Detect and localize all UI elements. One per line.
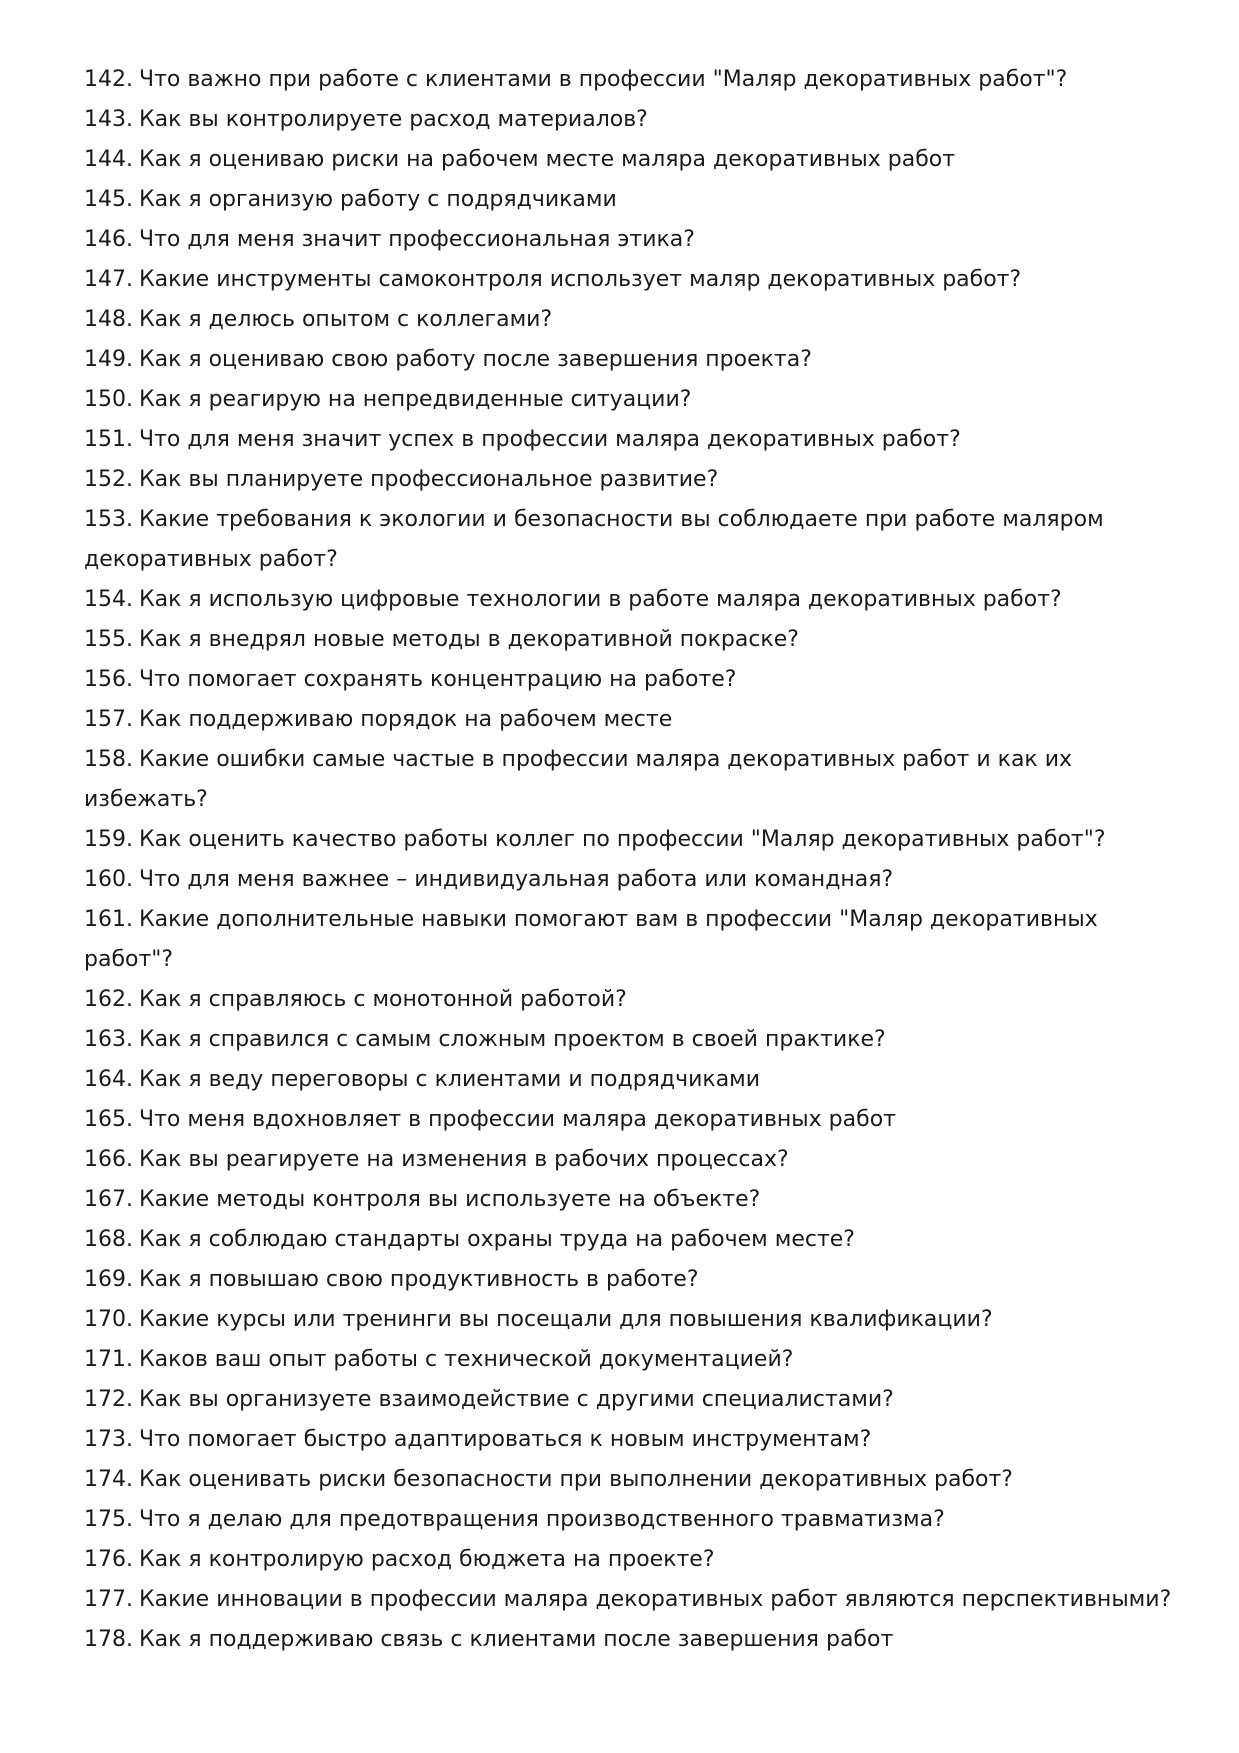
question-item: [84, 1420, 1174, 1460]
question-number: 157.: [84, 707, 133, 732]
question-text: Как вы планируете профессиональное развитие?: [138, 467, 719, 492]
question-item: [84, 140, 1174, 180]
question-number: 161.: [84, 907, 133, 932]
question-item: [84, 300, 1174, 340]
document-page: [84, 60, 1174, 1660]
question-text: Как я контролирую расход бюджета на проекте?: [138, 1547, 715, 1572]
question-item: [84, 1020, 1174, 1060]
question-item: [84, 740, 1174, 820]
question-text: Как я внедрял новые методы в декоративной покраске?: [138, 627, 799, 652]
question-text: Как я справляюсь с монотонной работой?: [138, 987, 627, 1012]
question-text: Какие ошибки самые частые в профессии маляра декоративных работ и как их избежать?: [84, 747, 1073, 812]
question-number: 153.: [84, 507, 133, 532]
question-item: [84, 380, 1174, 420]
question-item: [84, 980, 1174, 1020]
question-item: [84, 220, 1174, 260]
question-text: Как я справился с самым сложным проектом в своей практике?: [138, 1027, 886, 1052]
question-item: [84, 1180, 1174, 1220]
question-text: Что для меня важнее – индивидуальная работа или командная?: [138, 867, 894, 892]
question-text: Как вы организуете взаимодействие с другими специалистами?: [138, 1387, 894, 1412]
question-number: 150.: [84, 387, 133, 412]
question-number: 172.: [84, 1387, 133, 1412]
question-item: [84, 1380, 1174, 1420]
question-item: [84, 180, 1174, 220]
question-text: Как я организую работу с подрядчиками: [138, 187, 617, 212]
question-item: [84, 620, 1174, 660]
question-item: [84, 700, 1174, 740]
question-item: [84, 1460, 1174, 1500]
question-number: 173.: [84, 1427, 133, 1452]
question-number: 142.: [84, 67, 133, 92]
question-text: Как я делюсь опытом с коллегами?: [138, 307, 553, 332]
question-text: Как я соблюдаю стандарты охраны труда на рабочем месте?: [138, 1227, 855, 1252]
question-text: Как я оцениваю риски на рабочем месте маляра декоративных работ: [138, 147, 956, 172]
question-item: [84, 900, 1174, 980]
question-text: Как я поддерживаю связь с клиентами после завершения работ: [138, 1627, 894, 1652]
question-number: 164.: [84, 1067, 133, 1092]
question-item: [84, 1500, 1174, 1540]
question-number: 163.: [84, 1027, 133, 1052]
question-item: [84, 340, 1174, 380]
question-number: 169.: [84, 1267, 133, 1292]
question-item: [84, 500, 1174, 580]
question-text: Какие инструменты самоконтроля использует маляр декоративных работ?: [138, 267, 1022, 292]
question-number: 160.: [84, 867, 133, 892]
question-text: Какие требования к экологии и безопасности вы соблюдаете при работе маляром декоративных работ?: [84, 507, 1104, 572]
question-text: Что меня вдохновляет в профессии маляра декоративных работ: [138, 1107, 896, 1132]
question-number: 143.: [84, 107, 133, 132]
question-item: [84, 580, 1174, 620]
question-text: Как вы реагируете на изменения в рабочих процессах?: [138, 1147, 789, 1172]
question-item: [84, 60, 1174, 100]
question-number: 178.: [84, 1627, 133, 1652]
question-text: Как вы контролируете расход материалов?: [138, 107, 648, 132]
question-item: [84, 1140, 1174, 1180]
question-item: [84, 1100, 1174, 1140]
question-text: Что для меня значит успех в профессии маляра декоративных работ?: [138, 427, 961, 452]
question-item: [84, 1300, 1174, 1340]
question-number: 159.: [84, 827, 133, 852]
question-text: Какие инновации в профессии маляра декоративных работ являются перспективными?: [138, 1587, 1172, 1612]
question-number: 156.: [84, 667, 133, 692]
question-number: 176.: [84, 1547, 133, 1572]
question-text: Что помогает сохранять концентрацию на работе?: [138, 667, 737, 692]
question-text: Что для меня значит профессиональная этика?: [138, 227, 695, 252]
question-text: Что я делаю для предотвращения производственного травматизма?: [138, 1507, 945, 1532]
question-text: Что помогает быстро адаптироваться к новым инструментам?: [138, 1427, 872, 1452]
question-number: 171.: [84, 1347, 133, 1372]
question-number: 167.: [84, 1187, 133, 1212]
question-text: Как я оцениваю свою работу после завершения проекта?: [138, 347, 812, 372]
question-number: 155.: [84, 627, 133, 652]
question-number: 152.: [84, 467, 133, 492]
question-item: [84, 1340, 1174, 1380]
question-item: [84, 660, 1174, 700]
question-number: 148.: [84, 307, 133, 332]
question-number: 174.: [84, 1467, 133, 1492]
question-number: 165.: [84, 1107, 133, 1132]
question-number: 151.: [84, 427, 133, 452]
question-number: 146.: [84, 227, 133, 252]
question-item: [84, 100, 1174, 140]
question-number: 144.: [84, 147, 133, 172]
question-item: [84, 260, 1174, 300]
question-text: Как я веду переговоры с клиентами и подрядчиками: [138, 1067, 761, 1092]
question-number: 154.: [84, 587, 133, 612]
question-number: 149.: [84, 347, 133, 372]
question-item: [84, 1060, 1174, 1100]
question-number: 168.: [84, 1227, 133, 1252]
question-text: Что важно при работе с клиентами в профессии "Маляр декоративных работ"?: [138, 67, 1068, 92]
question-text: Какие методы контроля вы используете на объекте?: [138, 1187, 761, 1212]
question-text: Как поддерживаю порядок на рабочем месте: [138, 707, 673, 732]
question-item: [84, 860, 1174, 900]
question-number: 170.: [84, 1307, 133, 1332]
question-item: [84, 1580, 1174, 1620]
question-item: [84, 460, 1174, 500]
question-item: [84, 1540, 1174, 1580]
question-text: Каков ваш опыт работы с технической документацией?: [138, 1347, 794, 1372]
question-number: 158.: [84, 747, 133, 772]
question-number: 175.: [84, 1507, 133, 1532]
question-number: 166.: [84, 1147, 133, 1172]
question-number: 145.: [84, 187, 133, 212]
question-number: 162.: [84, 987, 133, 1012]
question-text: Как я повышаю свою продуктивность в работе?: [138, 1267, 699, 1292]
question-text: Как оценить качество работы коллег по профессии "Маляр декоративных работ"?: [138, 827, 1106, 852]
question-item: [84, 1620, 1174, 1660]
question-number: 147.: [84, 267, 133, 292]
question-text: Как я реагирую на непредвиденные ситуации?: [138, 387, 692, 412]
question-text: Какие курсы или тренинги вы посещали для повышения квалификации?: [138, 1307, 993, 1332]
question-text: Какие дополнительные навыки помогают вам в профессии "Маляр декоративных работ"?: [84, 907, 1098, 972]
question-item: [84, 820, 1174, 860]
question-number: 177.: [84, 1587, 133, 1612]
question-text: Как я использую цифровые технологии в работе маляра декоративных работ?: [138, 587, 1062, 612]
question-item: [84, 420, 1174, 460]
question-item: [84, 1220, 1174, 1260]
question-list: [84, 60, 1174, 1660]
question-item: [84, 1260, 1174, 1300]
question-text: Как оценивать риски безопасности при выполнении декоративных работ?: [138, 1467, 1013, 1492]
